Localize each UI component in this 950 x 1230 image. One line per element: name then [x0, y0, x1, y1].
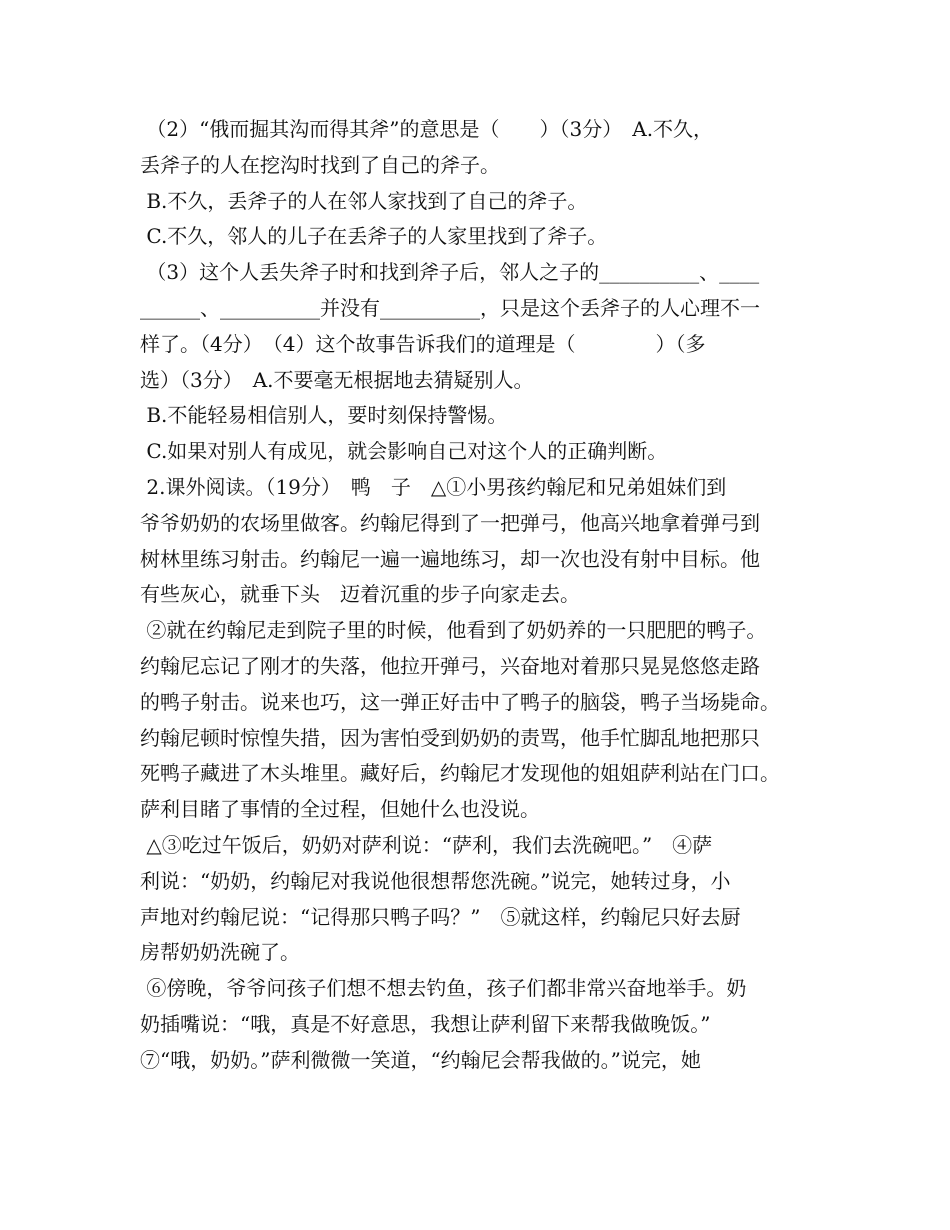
- text-line: △③吃过午饭后，奶奶对萨利说：“萨利，我们去洗碗吧。” ④萨: [140, 832, 713, 857]
- text-line: 样了。（4分） （4）这个故事告诉我们的道理是（ ）（多: [140, 331, 706, 356]
- text-line: 萨利目睹了事情的全过程，但她什么也没说。: [140, 797, 540, 822]
- text-line: 声地对约翰尼说：“记得那只鸭子吗？” ⑤就这样，约翰尼只好去厨: [140, 904, 741, 929]
- text-line: 利说：“奶奶，约翰尼对我说他很想帮您洗碗。”说完，她转过身，小: [140, 868, 731, 893]
- text-line: 爷爷奶奶的农场里做客。约翰尼得到了一把弹弓，他高兴地拿着弹弓到: [140, 510, 760, 535]
- document-page: [140, 112, 830, 1079]
- text-line: 树林里练习射击。约翰尼一遍一遍地练习，却一次也没有射中目标。他: [140, 546, 760, 571]
- text-line: ⑦“哦，奶奶。”萨利微微一笑道，“约翰尼会帮我做的。”说完，她: [140, 1047, 701, 1072]
- text-line: C.不久，邻人的儿子在丢斧子的人家里找到了斧子。: [140, 224, 608, 249]
- text-line: 的鸭子射击。说来也巧，这一弹正好击中了鸭子的脑袋，鸭子当场毙命。: [140, 689, 780, 714]
- text-line: 奶插嘴说：“哦，真是不好意思，我想让萨利留下来帮我做晚饭。”: [140, 1011, 711, 1036]
- text-line: C.如果对别人有成见，就会影响自己对这个人的正确判断。: [140, 439, 668, 464]
- text-line: 2.课外阅读。（19分） 鸭 子 △①小男孩约翰尼和兄弟姐妹们到: [140, 474, 727, 499]
- text-line: 约翰尼顿时惊惶失措，因为害怕受到奶奶的责骂，他手忙脚乱地把那只: [140, 725, 760, 750]
- text-line: 有些灰心，就垂下头 迈着沉重的步子向家走去。: [140, 582, 580, 607]
- text-line: ②就在约翰尼走到院子里的时候，他看到了奶奶养的一只肥肥的鸭子。: [140, 618, 767, 643]
- text-line: （3）这个人丢失斧子时和找到斧子后，邻人之子的__________、____: [140, 260, 760, 285]
- text-line: 丢斧子的人在挖沟时找到了自己的斧子。: [140, 152, 500, 177]
- text-line: B.不久，丢斧子的人在邻人家找到了自己的斧子。: [140, 188, 588, 213]
- text-line: B.不能轻易相信别人，要时刻保持警惕。: [140, 403, 508, 428]
- text-line: 房帮奶奶洗碗了。: [140, 940, 300, 965]
- text-line: 选）（3分） A.不要毫无根据地去猜疑别人。: [140, 367, 534, 392]
- text-line: ______、__________并没有__________，只是这个丢斧子的人心理不一: [140, 295, 760, 320]
- text-line: 约翰尼忘记了刚才的失落，他拉开弹弓，兴奋地对着那只晃晃悠悠走路: [140, 653, 760, 678]
- text-line: （2）“俄而掘其沟而得其斧”的意思是（ ）（3分） A.不久，: [140, 117, 714, 141]
- text-line: ⑥傍晚，爷爷问孩子们想不想去钓鱼，孩子们都非常兴奋地举手。奶: [140, 976, 747, 1001]
- text-line: 死鸭子藏进了木头堆里。藏好后，约翰尼才发现他的姐姐萨利站在门口。: [140, 761, 780, 786]
